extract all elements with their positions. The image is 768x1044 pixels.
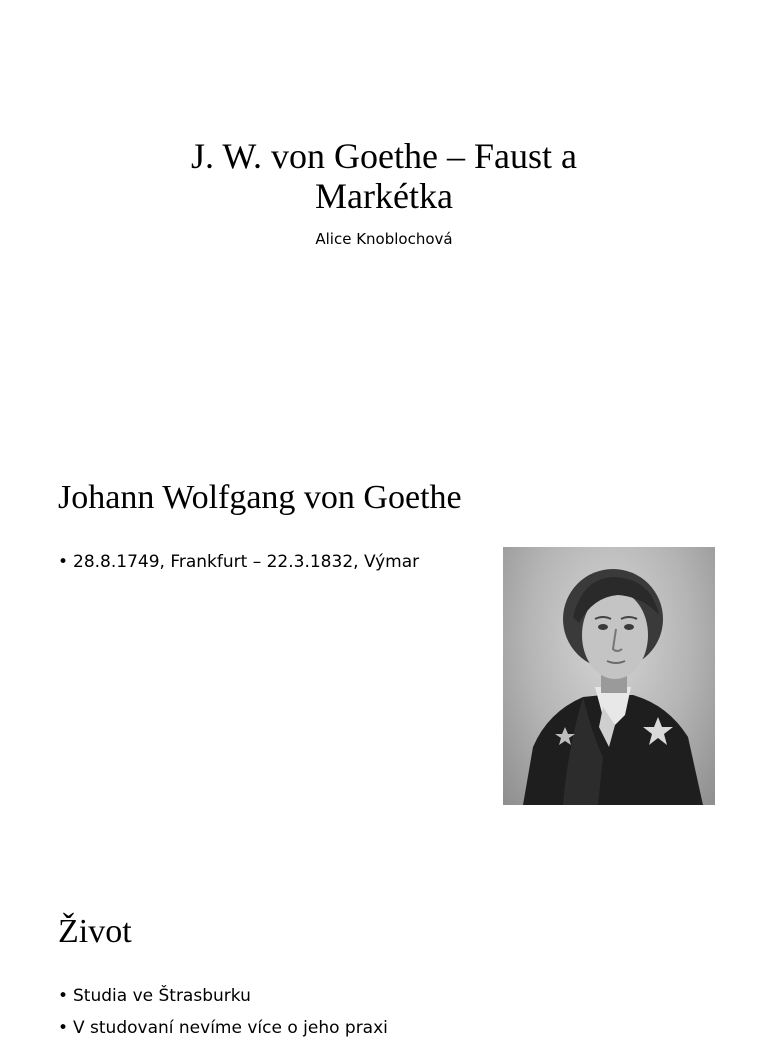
portrait-icon [503,547,715,805]
bullet-text: V studovaní nevíme více o jeho praxi [73,1018,388,1038]
presentation-title [84,136,684,216]
bio-slide [0,440,768,860]
bullet-dot: • [58,986,69,1006]
slide-heading: Život [58,913,132,950]
bullet-item [58,546,478,578]
bullet-dot: • [58,1018,69,1038]
bullet-dot: • [58,552,69,572]
author-subtitle: Alice Knoblochová [315,230,453,248]
bullet-text: Studia ve Štrasburku [73,986,251,1006]
title-line-2: Markétka [315,176,453,216]
bullet-list [58,980,738,1044]
bullet-item [58,980,738,1012]
goethe-portrait-image [503,547,715,805]
title-line-1: J. W. von Goethe – Faust a [191,136,577,176]
bullet-text: 28.8.1749, Frankfurt – 22.3.1832, Výmar [73,552,420,572]
bullet-list [58,546,478,578]
bullet-item [58,1012,738,1044]
life-slide [0,880,768,1038]
slide-heading: Johann Wolfgang von Goethe [58,479,462,516]
title-slide [0,0,768,400]
